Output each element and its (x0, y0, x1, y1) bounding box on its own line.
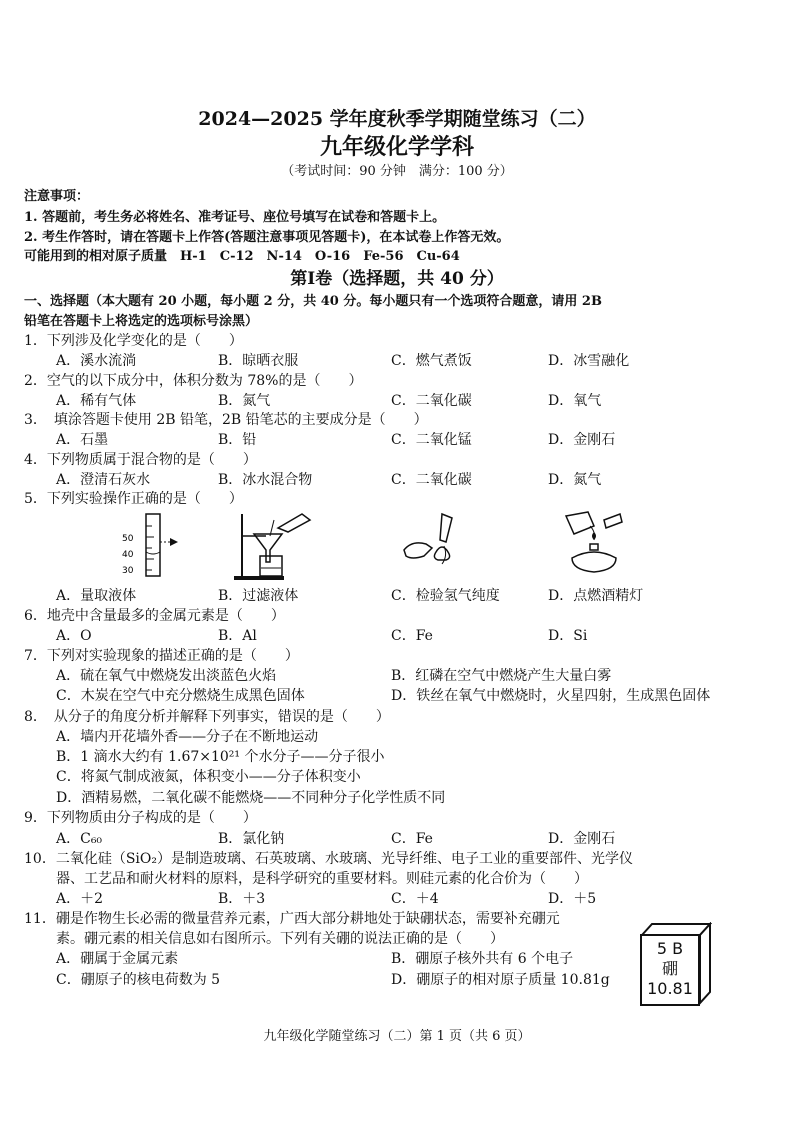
option: D．Si (548, 628, 588, 644)
option: B．红磷在空气中燃烧产生大量白雾 (391, 668, 612, 684)
option: A．墙内开花墙外香——分子在不断地运动 (56, 729, 319, 745)
cylinder-tick-label: 50 (122, 534, 134, 544)
cylinder-tick-label: 30 (122, 566, 134, 576)
element-symbol: 5 B (656, 939, 684, 958)
element-card-boron (640, 922, 702, 1002)
question-stem: 5．下列实验操作正确的是（ ） (24, 491, 243, 507)
element-mass: 10.81 (647, 979, 693, 998)
question-stem: 1．下列涉及化学变化的是（ ） (24, 333, 243, 349)
option: B．1 滴水大约有 1.67×10²¹ 个水分子——分子很小 (56, 749, 385, 765)
exam-info: （考试时间：90 分钟 满分：100 分） (281, 164, 513, 179)
question-stem: 10．二氧化硅（SiO₂）是制造玻璃、石英玻璃、水玻璃、光导纤维、电子工业的重要部件、光学仪 (24, 851, 633, 867)
option: D．氧气 (548, 393, 602, 409)
question-stem: 6．地壳中含量最多的金属元素是（ ） (24, 608, 285, 624)
notice-label: 注意事项： (24, 189, 90, 204)
notice-item: 1. 答题前，考生务必将姓名、准考证号、座位号填写在试卷和答题卡上。 (24, 210, 446, 225)
option: D．酒精易燃，二氧化碳不能燃烧——不同种分子化学性质不同 (56, 790, 446, 806)
option: C．二氧化锰 (391, 432, 472, 448)
element-name: 硼 (661, 959, 678, 978)
option: B．冰水混合物 (218, 472, 313, 488)
section-title: 第Ⅰ卷（选择题，共 40 分） (290, 269, 504, 289)
option: D．金刚石 (548, 831, 616, 847)
option: A．硼属于金属元素 (56, 951, 179, 967)
question-stem: 9．下列物质由分子构成的是（ ） (24, 810, 257, 826)
option: D．点燃酒精灯 (548, 588, 644, 604)
option: A．稀有气体 (56, 393, 137, 409)
page-footer: 九年级化学随堂练习（二）第 1 页（共 6 页） (263, 1029, 531, 1044)
option: A．溪水流淌 (56, 353, 137, 369)
question-stem-continued: 素。硼元素的相关信息如右图所示。下列有关硼的说法正确的是（ ） (56, 931, 504, 947)
section-instruction: 一、选择题（本大题有 20 小题，每小题 2 分，共 40 分。每小题只有一个选项符合题意，请用 2B (24, 294, 602, 309)
question-stem: 7．下列对实验现象的描述正确的是（ ） (24, 648, 299, 664)
option: C．二氧化碳 (391, 472, 472, 488)
option: C．燃气煮饭 (391, 353, 472, 369)
option: D．冰雪融化 (548, 353, 630, 369)
option: C．Fe (391, 628, 433, 644)
option: D．氮气 (548, 472, 602, 488)
question-stem: 11．硼是作物生长必需的微量营养元素，广西大部分耕地处于缺硼状态，需要补充硼元 (24, 911, 560, 927)
option: A．量取液体 (56, 588, 137, 604)
option: D．金刚石 (548, 432, 616, 448)
question-stem: 8． 从分子的角度分析并解释下列事实，错误的是（ ） (24, 709, 390, 725)
option: C．检验氢气纯度 (391, 588, 500, 604)
option: B．硼原子核外共有 6 个电子 (391, 951, 574, 967)
question-stem: 2．空气的以下成分中，体积分数为 78%的是（ ） (24, 373, 363, 389)
option: C．Fe (391, 831, 433, 847)
cylinder-tick-label: 40 (122, 550, 134, 560)
option: A．O (56, 628, 92, 644)
measuring-cylinder-figure (112, 512, 182, 580)
option: B．Al (218, 628, 257, 644)
option: B．晾晒衣服 (218, 353, 299, 369)
option: A．C₆₀ (56, 831, 103, 847)
element-card-face (640, 934, 700, 1006)
question-stem: 4．下列物质属于混合物的是（ ） (24, 452, 257, 468)
option: C．二氧化碳 (391, 393, 472, 409)
question-stem-continued: 器、工艺品和耐火材料的原料，是科学研究的重要材料。则硅元素的化合价为（ ） (56, 871, 588, 887)
subject-title: 九年级化学学科 (319, 134, 474, 160)
option: C．木炭在空气中充分燃烧生成黑色固体 (56, 688, 305, 704)
option: B．＋3 (218, 891, 266, 907)
hydrogen-purity-figure (402, 512, 482, 574)
filtration-figure (232, 510, 322, 582)
option: D．硼原子的相对原子质量 10.81g (391, 972, 610, 988)
alcohol-lamp-figure (560, 510, 632, 576)
option: C．将氮气制成液氮，体积变小——分子体积变小 (56, 769, 361, 785)
option: C．＋4 (391, 891, 439, 907)
option: B．铅 (218, 432, 257, 448)
option: A．＋2 (56, 891, 104, 907)
question-stem: 3． 填涂答题卡使用 2B 铅笔，2B 铅笔芯的主要成分是（ ） (24, 412, 428, 428)
option: C．硼原子的核电荷数为 5 (56, 972, 221, 988)
option: D．＋5 (548, 891, 597, 907)
option: B．过滤液体 (218, 588, 299, 604)
option: A．石墨 (56, 432, 109, 448)
section-instruction: 铅笔在答题卡上将选定的选项标号涂黑） (24, 314, 259, 329)
notice-item: 2. 考生作答时，请在答题卡上作答(答题注意事项见答题卡)，在本试卷上作答无效。 (24, 230, 510, 245)
atomic-mass-line: 可能用到的相对原子质量 H-1 C-12 N-14 O-16 Fe-56 Cu-64 (24, 249, 460, 264)
exam-title: 2024—2025 学年度秋季学期随堂练习（二） (198, 108, 596, 130)
option: B．氮气 (218, 393, 271, 409)
option: A．硫在氧气中燃烧发出淡蓝色火焰 (56, 668, 277, 684)
option: D．铁丝在氧气中燃烧时，火星四射，生成黑色固体 (391, 688, 711, 704)
option: B．氯化钠 (218, 831, 285, 847)
option: A．澄清石灰水 (56, 472, 151, 488)
